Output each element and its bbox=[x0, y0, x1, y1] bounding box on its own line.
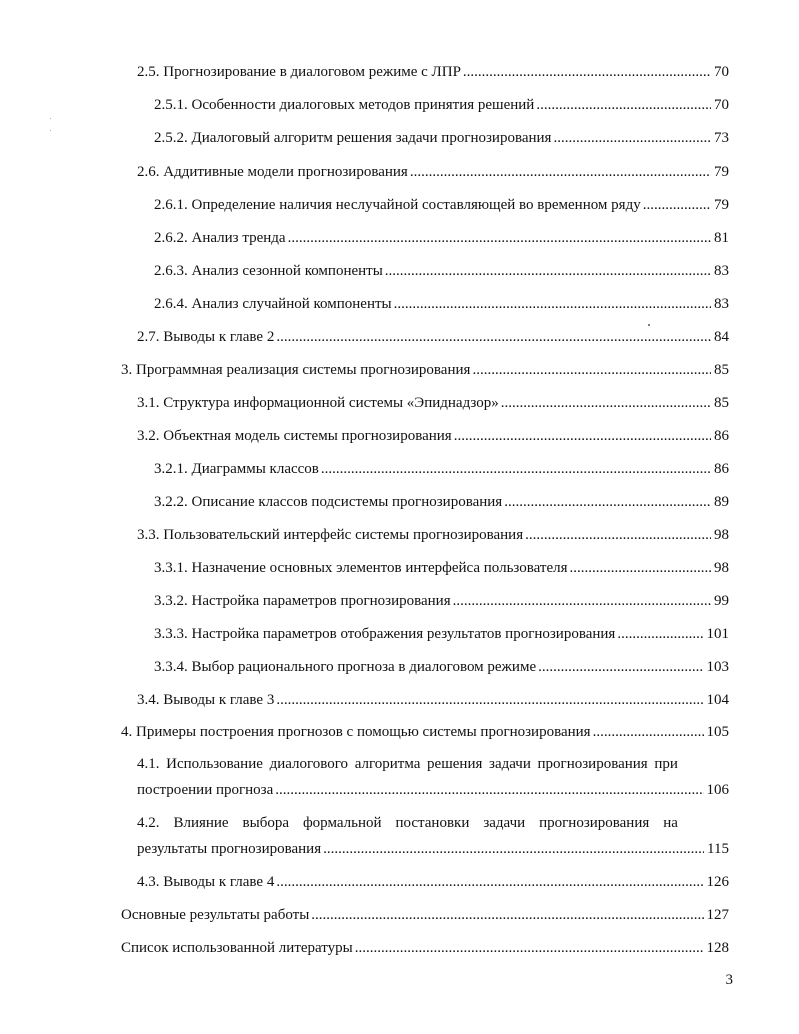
toc-entry-title: 4. Примеры построения прогнозов с помощью системы прогнозирования bbox=[121, 724, 591, 740]
toc-entry-page: 99 bbox=[714, 593, 729, 609]
toc-entry bbox=[121, 723, 729, 741]
toc-entry-page: 98 bbox=[714, 560, 729, 576]
toc-entry-title: 2.5.1. Особенности диалоговых методов принятия решений bbox=[154, 97, 535, 113]
toc-entry-page: 70 bbox=[714, 64, 729, 80]
toc-entry bbox=[154, 493, 729, 511]
toc-entry bbox=[154, 559, 729, 577]
toc-word: задачи bbox=[483, 815, 526, 831]
toc-entry-title: 2.5.2. Диалоговый алгоритм решения задачи прогнозирования bbox=[154, 130, 552, 146]
toc-word: формальной bbox=[302, 815, 382, 831]
toc-entry-title: 3.3.3. Настройка параметров отображения результатов прогнозирования bbox=[154, 626, 616, 642]
toc-entry-title: 2.5. Прогнозирование в диалоговом режиме с ЛПР bbox=[137, 64, 461, 80]
toc-word: Использование bbox=[166, 756, 263, 772]
scan-speck bbox=[648, 324, 650, 326]
toc-entry-page: 106 bbox=[706, 782, 729, 798]
toc-entry-page: 103 bbox=[706, 659, 729, 675]
toc-word: 4.1. bbox=[137, 756, 160, 772]
toc-entry-page: 83 bbox=[714, 296, 729, 312]
toc-leader-dots bbox=[275, 781, 703, 799]
toc-entry-page: 127 bbox=[706, 907, 729, 923]
toc-entry bbox=[154, 196, 729, 214]
toc-entry-title: 3.3. Пользовательский интерфейс системы прогнозирования bbox=[137, 527, 524, 543]
toc-leader-dots bbox=[311, 906, 703, 924]
toc-entry bbox=[137, 328, 729, 346]
toc-entry-title: 3.3.4. Выбор рационального прогноза в диалоговом режиме bbox=[154, 659, 537, 675]
toc-entry-title: 2.6.3. Анализ сезонной компоненты bbox=[154, 263, 383, 279]
toc-entry bbox=[154, 625, 729, 643]
toc-word: алгоритма bbox=[354, 756, 421, 772]
toc-entry-page: 89 bbox=[714, 494, 729, 510]
toc-entry bbox=[154, 129, 729, 147]
toc-leader-dots bbox=[288, 229, 711, 247]
toc-word: Влияние bbox=[173, 815, 229, 831]
toc-word: решения bbox=[427, 756, 483, 772]
toc-entry-title: результаты прогнозирования bbox=[137, 841, 322, 857]
toc-entry-first-line bbox=[137, 814, 678, 832]
toc-word: постановки bbox=[395, 815, 470, 831]
toc-entry bbox=[137, 427, 729, 445]
toc-leader-dots bbox=[536, 96, 711, 114]
toc-entry-page: 84 bbox=[714, 329, 729, 345]
toc-entry bbox=[154, 229, 729, 247]
toc-entry bbox=[137, 691, 729, 709]
toc-entry-page: 126 bbox=[706, 874, 729, 890]
toc-entry bbox=[137, 63, 729, 81]
toc-entry bbox=[121, 939, 729, 957]
toc-word: при bbox=[654, 756, 678, 772]
toc-entry bbox=[137, 394, 729, 412]
toc-leader-dots bbox=[463, 63, 711, 81]
toc-leader-dots bbox=[643, 196, 711, 214]
toc-entry-title: 2.7. Выводы к главе 2 bbox=[137, 329, 275, 345]
toc-entry-page: 70 bbox=[714, 97, 729, 113]
toc-entry bbox=[154, 592, 729, 610]
toc-entry-title: 3.2. Объектная модель системы прогнозирования bbox=[137, 428, 452, 444]
toc-leader-dots bbox=[501, 394, 711, 412]
toc-entry-title: 4.3. Выводы к главе 4 bbox=[137, 874, 275, 890]
toc-entry bbox=[154, 96, 729, 114]
toc-entry-page: 79 bbox=[714, 197, 729, 213]
toc-entry-page: 105 bbox=[706, 724, 729, 740]
toc-leader-dots bbox=[276, 691, 703, 709]
toc-entry-page: 81 bbox=[714, 230, 729, 246]
toc-entry bbox=[154, 460, 729, 478]
toc-leader-dots bbox=[385, 262, 711, 280]
toc-entry-title: 3.3.1. Назначение основных элементов интерфейса пользователя bbox=[154, 560, 568, 576]
toc-entry-page: 73 bbox=[714, 130, 729, 146]
toc-entry-page: 104 bbox=[706, 692, 729, 708]
page-number: 3 bbox=[725, 972, 733, 988]
toc-entry-page: 101 bbox=[706, 626, 729, 642]
toc-entry bbox=[137, 781, 729, 799]
toc-entry-title: 3.2.2. Описание классов подсистемы прогнозирования bbox=[154, 494, 503, 510]
toc-leader-dots bbox=[321, 460, 711, 478]
toc-entry-first-line bbox=[137, 755, 678, 773]
toc-word: выбора bbox=[242, 815, 289, 831]
toc-leader-dots bbox=[453, 592, 711, 610]
toc-entry bbox=[121, 361, 729, 379]
toc-entry-page: 83 bbox=[714, 263, 729, 279]
toc-leader-dots bbox=[410, 163, 711, 181]
toc-leader-dots bbox=[355, 939, 704, 957]
toc-entry-title: построении прогноза bbox=[137, 782, 274, 798]
toc-entry-title: 3.2.1. Диаграммы классов bbox=[154, 461, 319, 477]
scan-speck bbox=[50, 130, 51, 131]
toc-leader-dots bbox=[570, 559, 711, 577]
toc-leader-dots bbox=[323, 840, 704, 858]
toc-entry bbox=[137, 873, 729, 891]
toc-entry-title: 2.6.1. Определение наличия неслучайной составляющей во временном ряду bbox=[154, 197, 641, 213]
toc-entry bbox=[121, 906, 729, 924]
toc-entry-title: Список использованной литературы bbox=[121, 940, 353, 956]
scan-speck bbox=[50, 118, 51, 119]
toc-word: прогнозирования bbox=[537, 756, 648, 772]
toc-entry bbox=[137, 163, 729, 181]
toc-entry-page: 79 bbox=[714, 164, 729, 180]
toc-entry-title: 3.3.2. Настройка параметров прогнозирования bbox=[154, 593, 451, 609]
toc-leader-dots bbox=[538, 658, 703, 676]
toc-entry-title: 3.1. Структура информационной системы «Эпиднадзор» bbox=[137, 395, 499, 411]
toc-leader-dots bbox=[454, 427, 711, 445]
toc-entry-page: 86 bbox=[714, 428, 729, 444]
toc-leader-dots bbox=[394, 295, 711, 313]
toc-leader-dots bbox=[276, 328, 711, 346]
toc-entry-title: 3.4. Выводы к главе 3 bbox=[137, 692, 275, 708]
toc-entry-page: 98 bbox=[714, 527, 729, 543]
toc-entry-title: Основные результаты работы bbox=[121, 907, 310, 923]
toc-entry bbox=[137, 840, 729, 858]
toc-leader-dots bbox=[617, 625, 703, 643]
toc-word: диалогового bbox=[269, 756, 349, 772]
toc-leader-dots bbox=[553, 129, 711, 147]
toc-entry-page: 85 bbox=[714, 362, 729, 378]
toc-entry-page: 128 bbox=[706, 940, 729, 956]
toc-entry-title: 2.6.2. Анализ тренда bbox=[154, 230, 286, 246]
toc-entry-title: 2.6. Аддитивные модели прогнозирования bbox=[137, 164, 408, 180]
toc-leader-dots bbox=[276, 873, 703, 891]
toc-entry-page: 86 bbox=[714, 461, 729, 477]
toc-entry-title: 2.6.4. Анализ случайной компоненты bbox=[154, 296, 392, 312]
toc-entry-title: 3. Программная реализация системы прогнозирования bbox=[121, 362, 471, 378]
toc-word: прогнозирования bbox=[539, 815, 650, 831]
toc-word: задачи bbox=[489, 756, 531, 772]
toc-entry bbox=[154, 295, 729, 313]
toc-entry-page: 115 bbox=[707, 841, 729, 857]
toc-word: на bbox=[663, 815, 678, 831]
toc-entry bbox=[137, 526, 729, 544]
toc-leader-dots bbox=[593, 723, 704, 741]
toc-entry-page: 85 bbox=[714, 395, 729, 411]
toc-leader-dots bbox=[504, 493, 711, 511]
toc-entry bbox=[154, 262, 729, 280]
toc-entry bbox=[154, 658, 729, 676]
toc-word: 4.2. bbox=[137, 815, 160, 831]
toc-leader-dots bbox=[525, 526, 711, 544]
toc-leader-dots bbox=[472, 361, 711, 379]
